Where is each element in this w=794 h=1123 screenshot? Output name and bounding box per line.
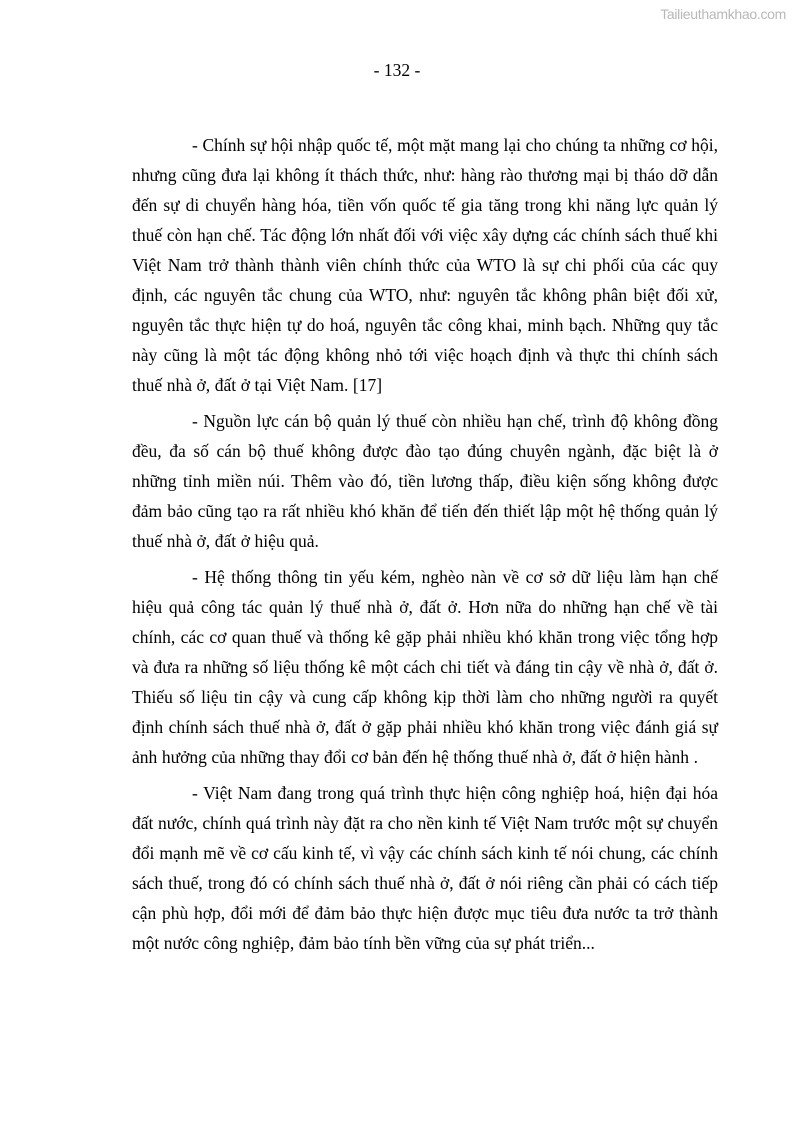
document-body: [132, 130, 718, 964]
paragraph-international-integration: - Chính sự hội nhập quốc tế, một mặt mang lại cho chúng ta những cơ hội, nhưng cũng đưa lại không ít thách thức, như: hàng rào thương mại bị tháo dỡ dẫn đến sự di chuyển hàng hóa, tiền vốn quốc tế gia tăng trong khi năng lực quản lý thuế còn hạn chế. Tác động lớn nhất đối với việc xây dựng các chính sách thuế khi Việt Nam trở thành thành viên chính thức của WTO là sự chi phối của các quy định, các nguyên tắc chung của WTO, như: nguyên tắc không phân biệt đối xử, nguyên tắc thực hiện tự do hoá, nguyên tắc công khai, minh bạch. Những quy tắc này cũng là một tác động không nhỏ tới việc hoạch định và thực thi chính sách thuế nhà ở, đất ở tại Việt Nam. [17]: [132, 135, 718, 395]
page-number: - 132 -: [373, 60, 421, 80]
paragraph-information-system: - Hệ thống thông tin yếu kém, nghèo nàn về cơ sở dữ liệu làm hạn chế hiệu quả công tác quản lý thuế nhà ở, đất ở. Hơn nữa do những hạn chế về tài chính, các cơ quan thuế và thống kê gặp phải nhiều khó khăn trong việc tổng hợp và đưa ra những số liệu thống kê một cách chi tiết và đáng tin cậy về nhà ở, đất ở. Thiếu số liệu tin cậy và cung cấp không kịp thời làm cho những người ra quyết định chính sách thuế nhà ở, đất ở gặp phải nhiều khó khăn trong việc đánh giá sự ảnh hưởng của những thay đổi cơ bản đến hệ thống thuế nhà ở, đất ở hiện hành .: [132, 567, 718, 767]
paragraph-industrialization: - Việt Nam đang trong quá trình thực hiện công nghiệp hoá, hiện đại hóa đất nước, chính quá trình này đặt ra cho nền kinh tế Việt Nam trước một sự chuyển đổi mạnh mẽ về cơ cấu kinh tế, vì vậy các chính sách kinh tế nói chung, các chính sách thuế, trong đó có chính sách thuế nhà ở, đất ở nói riêng cần phải có cách tiếp cận phù hợp, đổi mới để đảm bảo thực hiện được mục tiêu đưa nước ta trở thành một nước công nghiệp, đảm bảo tính bền vững của sự phát triển...: [132, 783, 718, 953]
paragraph-tax-staff-resources: - Nguồn lực cán bộ quản lý thuế còn nhiều hạn chế, trình độ không đồng đều, đa số cán bộ thuế không được đào tạo đúng chuyên ngành, đặc biệt là ở những tỉnh miền núi. Thêm vào đó, tiền lương thấp, điều kiện sống không được đảm bảo cũng tạo ra rất nhiều khó khăn để tiến đến thiết lập một hệ thống quản lý thuế nhà ở, đất ở hiệu quả.: [132, 411, 718, 551]
watermark-text: Tailieuthamkhao.com: [660, 6, 786, 22]
